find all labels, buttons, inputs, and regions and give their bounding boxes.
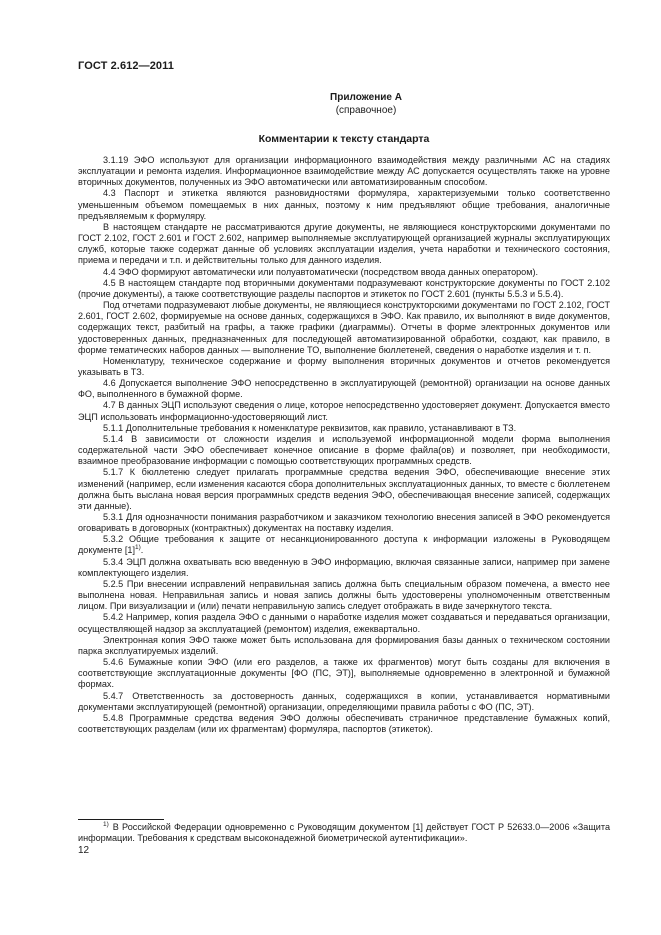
paragraph: Номенклатуру, техническое содержание и форму выполнения вторичных документов и отчетов рекомендуется указывать в ТЗ. bbox=[78, 355, 610, 377]
footnote-mark: 1) bbox=[103, 820, 109, 828]
paragraph: 4.7 В данных ЭЦП используют сведения о лице, которое непосредственно удостоверяет документ. Допускается вместо ЭЦП использовать информационно-удостоверяющий лист. bbox=[78, 400, 610, 422]
paragraph: 4.6 Допускается выполнение ЭФО непосредственно в эксплуатирующей (ремонтной) организации на основе данных ФО, выполненного в бумажной форме. bbox=[78, 378, 610, 400]
paragraph: 3.1.19 ЭФО используют для организации информационного взаимодействия между различными АС на стадиях эксплуатации и ремонта изделия. Информационное взаимодействие между АС допускается осуществлять также на уровне вторичных документов, полученных из ЭФО автоматически или автоматизированным способом. bbox=[78, 155, 610, 188]
paragraph: 5.3.4 ЭЦП должна охватывать всю введенную в ЭФО информацию, включая связанные записи, например при замене комплектующего изделия. bbox=[78, 556, 610, 578]
paragraph: 5.1.1 Дополнительные требования к номенклатуре реквизитов, как правило, устанавливают в ТЗ. bbox=[103, 422, 517, 433]
paragraph: 5.1.4 В зависимости от сложности изделия и используемой информационной модели форма выполнения содержательной части ЭФО обеспечивает конечное описание в форме файла(ов) и позволяет, при необходимости, взаимное преобразование информации с помощью соответствующих программных средств. bbox=[78, 433, 610, 467]
paragraph: 5.1.7 К бюллетеню следует прилагать программные средства ведения ЭФО, обеспечивающие внесение этих изменений (например, если изменения касаются сбора дополнительных эксплуатационных данных, то вместе с бюллетенем должна быть выслана новая версия программных средств ведения ЭФО, обеспечивающая внесение записей, содержащих эти данные). bbox=[78, 467, 610, 511]
paragraph: 5.4.2 Например, копия раздела ЭФО с данными о наработке изделия может создаваться и передаваться организации, осуществляющей надзор за эксплуатацией (ремонтом) изделия, ежеквартально. bbox=[78, 612, 610, 634]
document-header: ГОСТ 2.612—2011 bbox=[78, 60, 174, 72]
paragraph-text: 5.3.2 Общие требования к защите от несанкционированного доступа к информации изложены в Руководящем документе [1] bbox=[78, 534, 610, 556]
paragraph: 5.4.7 Ответственность за достоверность данных, содержащихся в копии, устанавливается нормативными документами эксплуатирующей (ремонтной) организации, определяющими правила работы с ФО (ПС, ЭТ). bbox=[78, 690, 610, 712]
paragraph: 4.3 Паспорт и этикетка являются разновидностями формуляра, характеризуемыми только соответственно уменьшенным объемом помещаемых в них данных, поэтому к ним предъявляют общие требования, аналогичные предъявляемым к формуляру. bbox=[78, 188, 610, 221]
paragraph: Электронная копия ЭФО также может быть использована для формирования базы данных о техническом состоянии парка эксплуатируемых изделий. bbox=[78, 634, 610, 656]
appendix-title: Приложение А bbox=[330, 92, 402, 103]
appendix-heading bbox=[240, 91, 492, 117]
footnote bbox=[78, 822, 610, 844]
page-number: 12 bbox=[78, 845, 90, 856]
paragraph-with-footnote: 5.3.2 Общие требования к защите от несанкционированного доступа к информации изложены в Руководящем документе [1]$^{1)}$. bbox=[78, 534, 610, 556]
section-title: Комментарии к тексту стандарта bbox=[258, 133, 430, 145]
footnote-paragraph bbox=[78, 822, 610, 844]
footnote-reference[interactable]: 1) bbox=[134, 544, 141, 552]
paragraph: 4.4 ЭФО формируют автоматически или полуавтоматически (посредством ввода данных оператором). bbox=[103, 266, 539, 277]
footnote-divider bbox=[78, 819, 164, 820]
paragraph: 5.3.1 Для однозначности понимания разработчиком и заказчиком технологию внесения записей в ЭФО рекомендуется оговаривать в договорных (контрактных) документах на поставку изделия. bbox=[78, 512, 610, 534]
appendix-subtitle: (справочное) bbox=[335, 105, 397, 116]
paragraph: 4.5 В настоящем стандарте под вторичными документами подразумевают конструкторские документы по ГОСТ 2.102 (прочие документы), а также соответствующие разделы паспортов и этикеток по ГОСТ 2.601 (пункты 5.5.3 и 5.5.4). bbox=[78, 277, 610, 299]
paragraph: 5.4.6 Бумажные копии ЭФО (или его разделов, а также их фрагментов) могут быть созданы для включения в соответствующие эксплуатационные документы [ФО (ПС, ЭТ)], выполняемые одновременно в электронной и бумажной формах. bbox=[78, 657, 610, 690]
footnote-text: В Российской Федерации одновременно с Руководящим документом [1] действует ГОСТ Р 52633.0—2006 «Защита информации. Требования к средствам высоконадежной биометрической аутентификации». bbox=[78, 822, 610, 844]
paragraph: 5.4.8 Программные средства ведения ЭФО должны обеспечивать страничное представление бумажных копий, соответствующих разделам (или их фрагментам) формуляра, паспортов (этикеток). bbox=[78, 712, 610, 734]
paragraph: 5.2.5 При внесении исправлений неправильная запись должна быть специальным образом помечена, а вместо нее выполнена новая. Неправильная запись и новая запись должны быть удостоверены уполномоченным ответственным лицом. При визуализации и (или) печати неправильную запись следует отображать в виде зачеркнутого текста. bbox=[78, 578, 610, 612]
body-text bbox=[78, 155, 610, 735]
paragraph: В настоящем стандарте не рассматриваются другие документы, не являющиеся конструкторскими документами по ГОСТ 2.102, ГОСТ 2.601 и ГОСТ 2.602, например выполняемые эксплуатирующей организацией журналы эксплуатирующих служб, которые также содержат данные об условиях эксплуатации изделия, учета наработки и технического состояния, приема и передачи и т.п. и действительны только для данного изделия. bbox=[78, 221, 610, 266]
paragraph: Под отчетами подразумевают любые документы, не являющиеся конструкторскими документами по ГОСТ 2.102, ГОСТ 2.601, ГОСТ 2.602, формируемые на основе данных, содержащихся в ЭФО. Как правило, их выполняют в виде документов, содержащих текст, разбитый на графы, а также графики (диаграммы). Отчеты в форме электронных документов или удостоверенных данных, предназначенных для последующей автоматизированной обработки, создают, как правило, в форме тематических наборов данных — выполнение ТО, выполнение бюллетеней, сведения о наработке изделия и т. п. bbox=[78, 300, 610, 355]
